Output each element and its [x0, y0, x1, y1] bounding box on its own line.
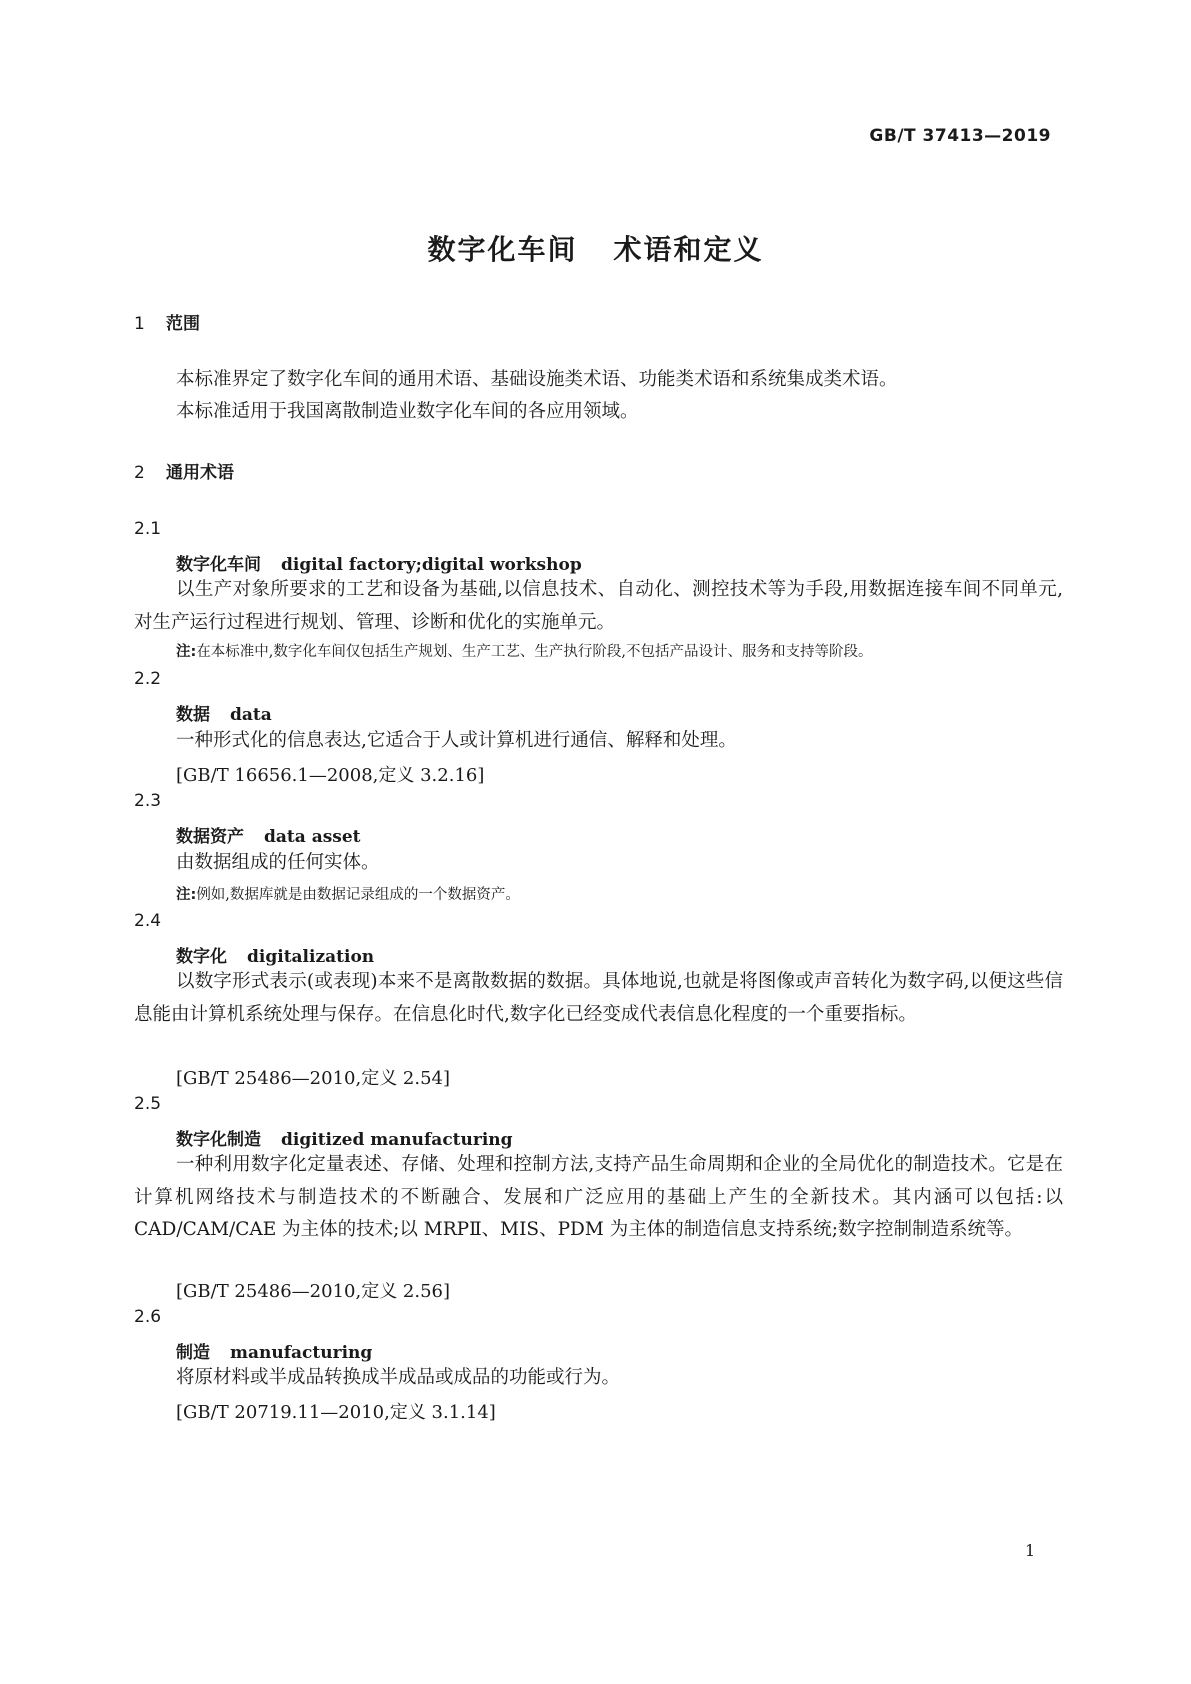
entry-number: 2.1 — [134, 519, 162, 539]
page-number: 1 — [1025, 1541, 1036, 1560]
term-heading — [176, 1125, 513, 1150]
scope-paragraph-2: 本标准适用于我国离散制造业数字化车间的各应用领域。 — [176, 401, 639, 422]
term-cn: 数据 — [176, 705, 210, 725]
entry-number: 2.2 — [134, 669, 162, 689]
scope-paragraph-1: 本标准界定了数字化车间的通用术语、基础设施类术语、功能类术语和系统集成类术语。 — [176, 369, 898, 390]
term-reference: [GB/T 16656.1—2008,定义 3.2.16] — [176, 765, 485, 786]
term-reference: [GB/T 25486—2010,定义 2.56] — [176, 1281, 451, 1302]
section-1-heading: 1 范围 — [134, 314, 200, 334]
term-heading — [176, 700, 272, 725]
standard-number: GB/T 37413—2019 — [869, 126, 1051, 146]
term-definition: 以生产对象所要求的工艺和设备为基础,以信息技术、自动化、测控技术等为手段,用数据连接车间不同单元,对生产运行过程进行规划、管理、诊断和优化的实施单元。 — [134, 579, 1063, 633]
term-definition: 一种形式化的信息表达,它适合于人或计算机进行通信、解释和处理。 — [176, 730, 737, 751]
term-definition: 由数据组成的任何实体。 — [176, 852, 380, 873]
entry-number: 2.6 — [134, 1307, 162, 1327]
term-en: data — [230, 705, 272, 725]
entry-number: 2.5 — [134, 1094, 162, 1114]
term-cn: 数字化制造 — [176, 1130, 261, 1150]
term-en: manufacturing — [230, 1343, 373, 1363]
term-reference: [GB/T 25486—2010,定义 2.54] — [176, 1068, 451, 1089]
document-title — [0, 228, 1191, 268]
section-2-heading: 2 通用术语 — [134, 463, 234, 483]
term-en: digitalization — [247, 947, 375, 967]
term-heading — [176, 1338, 372, 1363]
term-heading — [176, 822, 361, 847]
term-en: digital factory;digital workshop — [281, 555, 582, 575]
term-definition: 将原材料或半成品转换成半成品或成品的功能或行为。 — [176, 1367, 621, 1388]
term-definition: 以数字形式表示(或表现)本来不是离散数据的数据。具体地说,也就是将图像或声音转化为数字码,以便这些信息能由计算机系统处理与保存。在信息化时代,数字化已经变成代表信息化程度的一个重要指标。 — [134, 971, 1063, 1025]
term-note: 注:在本标准中,数字化车间仅包括生产规划、生产工艺、生产执行阶段,不包括产品设计、服务和支持等阶段。 — [176, 644, 873, 660]
title-part-2: 术语和定义 — [613, 233, 764, 266]
term-definition: 一种利用数字化定量表述、存储、处理和控制方法,支持产品生命周期和企业的全局优化的制造技术。它是在计算机网络技术与制造技术的不断融合、发展和广泛应用的基础上产生的全新技术。其内涵可以包括:以 CAD/CAM/CAE 为主体的技术;以 MRPⅡ、MIS、PDM 为主体的制造信息支持系统;数字控制制造系统等。 — [134, 1154, 1063, 1240]
term-reference: [GB/T 20719.11—2010,定义 3.1.14] — [176, 1402, 496, 1423]
term-cn: 制造 — [176, 1343, 210, 1363]
term-cn: 数字化 — [176, 947, 227, 967]
term-cn: 数字化车间 — [176, 555, 261, 575]
term-heading — [176, 550, 582, 575]
title-part-1: 数字化车间 — [427, 233, 578, 266]
entry-number: 2.3 — [134, 791, 162, 811]
term-cn: 数据资产 — [176, 827, 244, 847]
term-en: data asset — [264, 827, 361, 847]
entry-number: 2.4 — [134, 911, 162, 931]
term-note: 注:例如,数据库就是由数据记录组成的一个数据资产。 — [176, 887, 520, 903]
term-heading — [176, 942, 374, 967]
term-en: digitized manufacturing — [281, 1130, 513, 1150]
